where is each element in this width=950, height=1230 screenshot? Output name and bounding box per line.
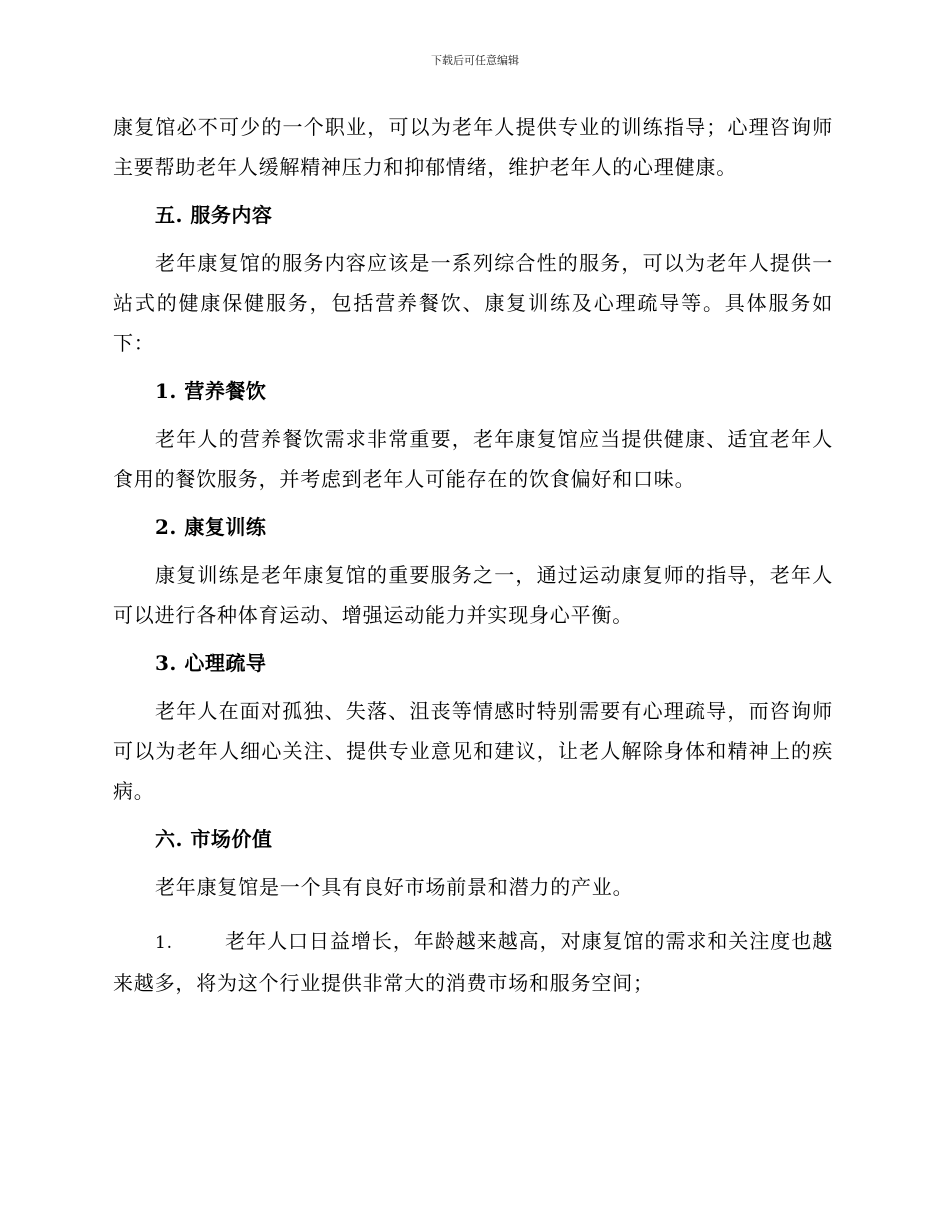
section-6-paragraph: 老年康复馆是一个具有良好市场前景和潜力的产业。 (155, 875, 634, 899)
subsection-3-heading: 3. 心理疏导 (155, 651, 267, 675)
subsection-2-paragraph: 康复训练是老年康复馆的重要服务之一，通过运动康复师的指导，老年人可以进行各种体育运动、增强运动能力并实现身心平衡。 (113, 563, 833, 627)
document-body (113, 107, 833, 1003)
intro-paragraph: 康复馆必不可少的一个职业，可以为老年人提供专业的训练指导；心理咨询师主要帮助老年人缓解精神压力和抑郁情绪，维护老年人的心理健康。 (113, 115, 833, 179)
subsection-1-paragraph: 老年人的营养餐饮需求非常重要，老年康复馆应当提供健康、适宜老年人食用的餐饮服务，并考虑到老年人可能存在的饮食偏好和口味。 (113, 427, 833, 491)
list-item (113, 921, 833, 1003)
list-item-text: 老年人口日益增长，年龄越来越高，对康复馆的需求和关注度也越来越多，将为这个行业提供非常大的消费市场和服务空间； (113, 929, 833, 995)
section-5-paragraph: 老年康复馆的服务内容应该是一系列综合性的服务，可以为老年人提供一站式的健康保健服务，包括营养餐饮、康复训练及心理疏导等。具体服务如下： (113, 251, 833, 355)
subsection-3-paragraph: 老年人在面对孤独、失落、沮丧等情感时特别需要有心理疏导，而咨询师可以为老年人细心关注、提供专业意见和建议，让老人解除身体和精神上的疾病。 (113, 699, 833, 803)
list-item-number: 1. (155, 933, 173, 953)
subsection-1-heading: 1. 营养餐饮 (155, 379, 267, 403)
section-5-heading: 五. 服务内容 (155, 203, 273, 227)
spacer (113, 907, 833, 921)
subsection-2-heading: 2. 康复训练 (155, 515, 267, 539)
section-6-heading: 六. 市场价值 (155, 827, 273, 851)
page-header: 下载后可任意编辑 (431, 54, 519, 67)
